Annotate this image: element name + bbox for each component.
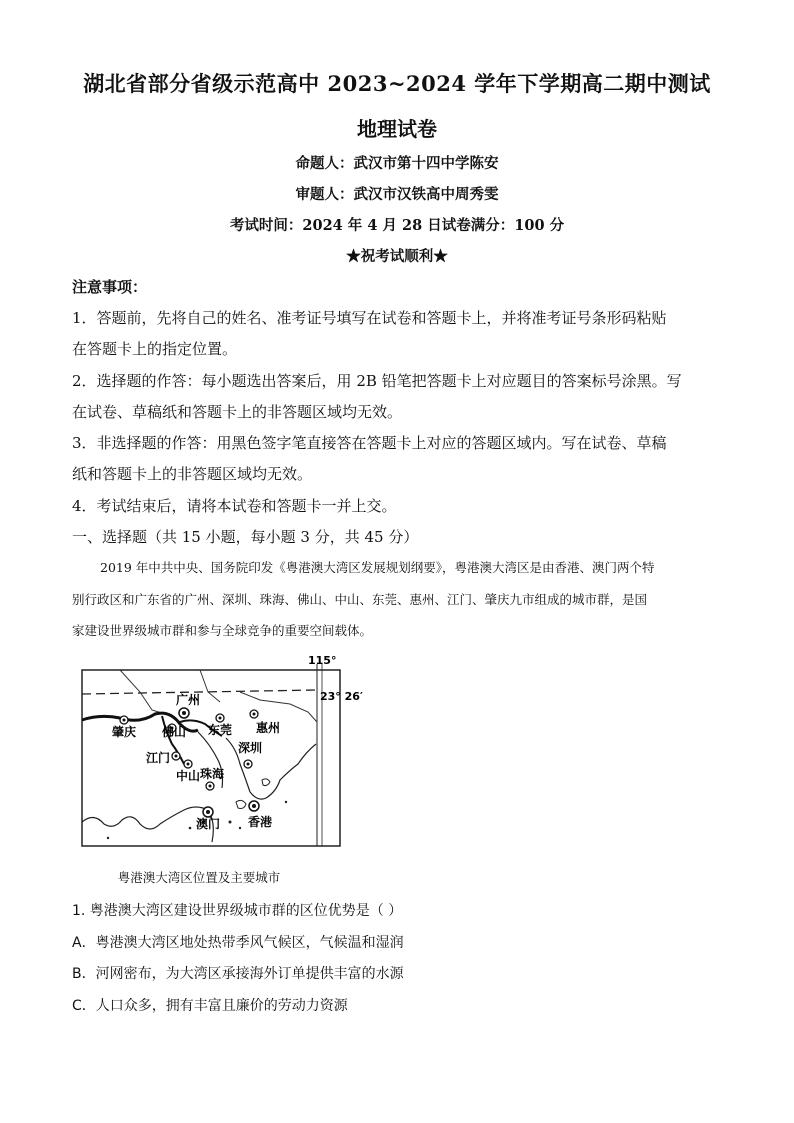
city-zhongshan — [176, 760, 200, 783]
notice-line: 在答题卡上的指定位置。 — [72, 340, 238, 358]
longitude-label: 115° — [308, 654, 337, 667]
reviewer-line: 审题人：武汉市汉铁高中周秀雯 — [295, 186, 499, 203]
passage-line: 2019 年中共中央、国务院印发《粤港澳大湾区发展规划纲要》，粤港澳大湾区是由香港、澳门两个特 — [100, 560, 655, 575]
notice-line: 纸和答题卡上的非答题区域均无效。 — [72, 465, 313, 483]
exam-info-line: 考试时间：2024 年 4 月 28 日试卷满分：100 分 — [229, 217, 565, 234]
islet — [229, 821, 232, 824]
coastline-west — [82, 807, 213, 842]
notice-line: 3．非选择题的作答：用黑色签字笔直接答在答题卡上对应的答题区域内。写在试卷、草稿 — [72, 434, 667, 452]
city-hongkong — [248, 801, 272, 829]
city-shenzhen — [238, 740, 262, 768]
notice-line: 2．选择题的作答：每小题选出答案后，用 2B 铅笔把答题卡上对应题目的答案标号涂黑。写 — [72, 372, 682, 390]
city-zhuhai — [200, 766, 225, 790]
passage-line: 家建设世界级城市群和参与全球竞争的重要空间载体。 — [72, 623, 373, 638]
svg-text:广州: 广州 — [176, 693, 201, 707]
svg-text:佛山: 佛山 — [162, 725, 187, 739]
city-dongguan — [208, 714, 232, 737]
svg-text:深圳: 深圳 — [238, 741, 263, 755]
svg-text:澳门: 澳门 — [196, 817, 221, 831]
svg-text:东莞: 东莞 — [208, 723, 233, 737]
boundary-line — [200, 670, 220, 702]
city-jiangmen — [146, 750, 180, 765]
greater-bay-area-map — [80, 652, 363, 852]
author-line: 命题人：武汉市第十四中学陈安 — [295, 155, 499, 172]
svg-text:肇庆: 肇庆 — [112, 725, 137, 739]
blessing-line: ★祝考试顺利★ — [346, 248, 448, 265]
section-heading: 一、选择题（共 15 小题，每小题 3 分，共 45 分） — [72, 528, 419, 546]
island — [236, 800, 246, 808]
passage-line: 别行政区和广东省的广州、深圳、珠海、佛山、中山、东莞、惠州、江门、肇庆九市组成的城市群，是国 — [72, 592, 648, 607]
notice-line: 在试卷、草稿纸和答题卡上的非答题区域均无效。 — [72, 403, 403, 421]
islet — [189, 827, 192, 830]
notice-line: 1．答题前，先将自己的姓名、准考证号填写在试卷和答题卡上，并将准考证号条形码粘贴 — [72, 309, 667, 327]
question-1-option-c: C．人口众多，拥有丰富且廉价的劳动力资源 — [72, 998, 348, 1014]
city-guangzhou — [176, 692, 200, 718]
notice-heading: 注意事项： — [72, 278, 148, 296]
islet — [107, 837, 109, 839]
svg-text:江门: 江门 — [146, 751, 171, 765]
islet — [239, 827, 241, 829]
city-huizhou — [250, 710, 280, 735]
boundary-line — [120, 670, 165, 714]
latitude-label: 23° 26′ — [320, 690, 363, 703]
city-foshan — [161, 724, 186, 739]
islet — [285, 801, 287, 803]
city-macau — [196, 807, 220, 831]
question-1-option-b: B．河网密布，为大湾区承接海外订单提供丰富的水源 — [72, 966, 404, 982]
notice-line: 4．考试结束后，请将本试卷和答题卡一并上交。 — [72, 497, 397, 515]
question-1-stem: 1. 粤港澳大湾区建设世界级城市群的区位优势是（ ） — [72, 903, 403, 919]
svg-text:珠海: 珠海 — [200, 767, 225, 781]
exam-subject: 地理试卷 — [357, 117, 437, 141]
island — [262, 779, 270, 786]
question-1-option-a: A．粤港澳大湾区地处热带季风气候区，气候温和湿润 — [72, 935, 404, 951]
svg-text:香港: 香港 — [248, 815, 273, 829]
svg-text:惠州: 惠州 — [256, 721, 281, 735]
map-caption: 粤港澳大湾区位置及主要城市 — [117, 870, 281, 885]
exam-title: 湖北省部分省级示范高中 2023~2024 学年下学期高二期中测试 — [83, 71, 711, 96]
svg-text:中山: 中山 — [176, 769, 201, 783]
